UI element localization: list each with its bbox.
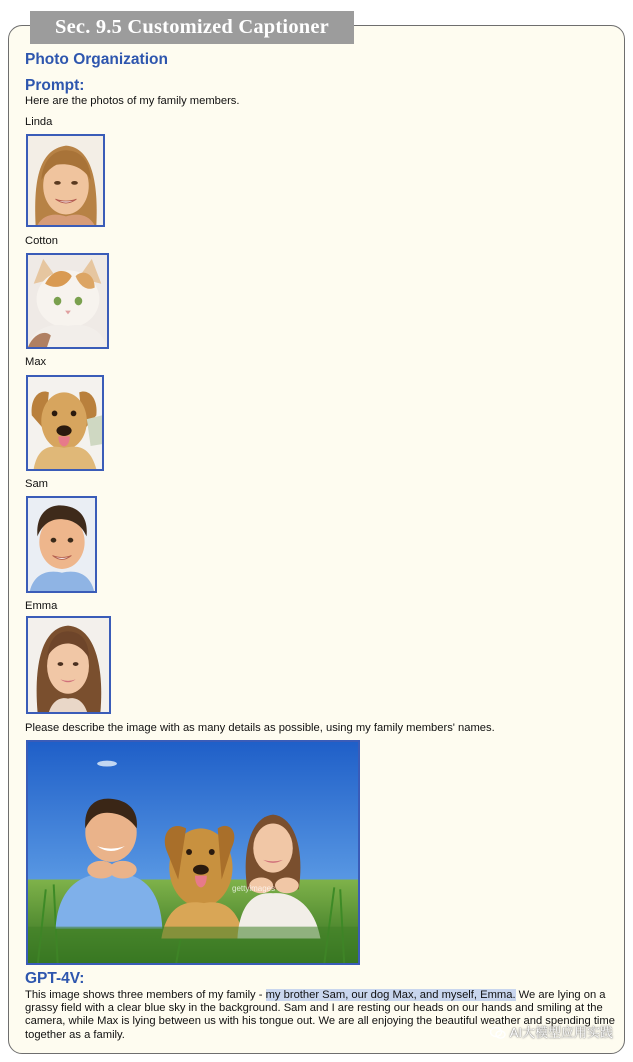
photo-max bbox=[26, 375, 104, 471]
task-title: Photo Organization bbox=[25, 51, 168, 68]
prompt-intro: Here are the photos of my family members. bbox=[25, 95, 240, 107]
photo-emma bbox=[26, 616, 111, 714]
photo-linda bbox=[26, 134, 105, 227]
response-text-end: We are lying on a grassy field with a clear blue sky in the background. Sam and I are resting our heads on our hands and smiling at the camera, while Max is lying between us with his tongue out. We are all enjoying the beautiful weather and spending time together as a family. bbox=[25, 989, 615, 1041]
family-name-linda: Linda bbox=[25, 116, 53, 128]
wechat-watermark bbox=[490, 1025, 613, 1041]
family-name-sam: Sam bbox=[25, 478, 49, 490]
family-scene-photo bbox=[26, 740, 360, 965]
photo-cotton bbox=[26, 253, 109, 349]
family-name-emma: Emma bbox=[25, 600, 58, 612]
prompt-heading: Prompt: bbox=[25, 77, 85, 94]
response-heading: GPT-4V: bbox=[25, 970, 85, 987]
response-text-start: This image shows three members of my family - bbox=[25, 989, 266, 1001]
response-highlight: my brother Sam, our dog Max, and myself, Emma. bbox=[265, 989, 516, 1001]
photo-sam bbox=[26, 496, 97, 593]
wechat-icon bbox=[490, 1025, 506, 1041]
watermark-text: AI大模型应用实践 bbox=[509, 1025, 613, 1040]
section-title: Sec. 9.5 Customized Captioner bbox=[30, 11, 354, 44]
stock-watermark: gettyimages bbox=[232, 884, 276, 893]
family-name-cotton: Cotton bbox=[25, 235, 58, 247]
family-name-max: Max bbox=[25, 356, 47, 368]
prompt-question: Please describe the image with as many details as possible, using my family members' names. bbox=[25, 722, 495, 734]
